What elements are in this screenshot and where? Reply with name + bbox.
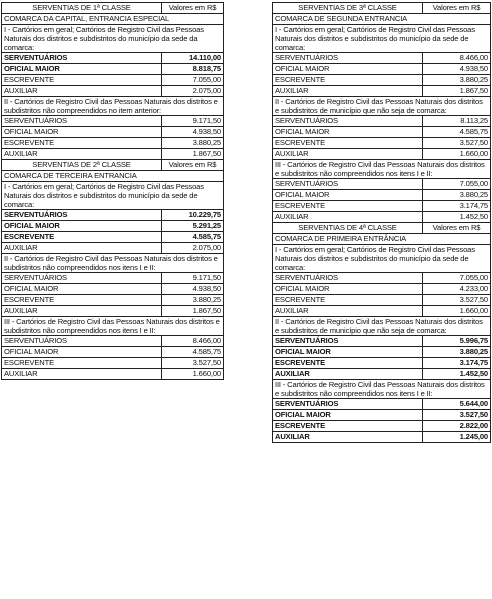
- salary-row: [2, 284, 224, 295]
- salary-value: 3.174,75: [423, 201, 491, 212]
- category-description: III - Cartórios de Registro Civil das Pessoas Naturais dos distritos e subdistritos não compreendidos nos itens I e II:: [273, 160, 491, 179]
- position-label: AUXILIAR: [273, 432, 423, 443]
- position-label: OFICIAL MAIOR: [273, 190, 423, 201]
- category-description-row: [2, 25, 224, 53]
- position-label: ESCREVENTE: [2, 232, 162, 243]
- salary-row: [273, 138, 491, 149]
- salary-value: 8.466,00: [423, 53, 491, 64]
- category-description: I - Cartórios em geral; Cartórios de Registro Civil das Pessoas Naturais dos distritos e subdistritos do município da sede de comarca:: [2, 182, 224, 210]
- position-label: OFICIAL MAIOR: [2, 347, 162, 358]
- category-description: II - Cartórios de Registro Civil das Pessoas Naturais dos distritos e subdistritos de município que não seja de comarca:: [273, 317, 491, 336]
- position-label: SERVENTUÁRIOS: [273, 273, 423, 284]
- class-title: SERVENTIAS DE 4ª CLASSE: [273, 223, 423, 234]
- category-description-row: [2, 254, 224, 273]
- comarca-row: [273, 234, 491, 245]
- salary-row: [273, 212, 491, 223]
- salary-value: 1.867,50: [162, 306, 224, 317]
- salary-table-right: [272, 2, 491, 443]
- position-label: OFICIAL MAIOR: [273, 410, 423, 421]
- salary-row: [273, 64, 491, 75]
- position-label: SERVENTUÁRIOS: [273, 53, 423, 64]
- salary-value: 3.174,75: [423, 358, 491, 369]
- position-label: OFICIAL MAIOR: [273, 64, 423, 75]
- salary-row: [2, 358, 224, 369]
- salary-row: [2, 149, 224, 160]
- salary-value: 4.585,75: [162, 232, 224, 243]
- salary-value: 1.660,00: [162, 369, 224, 380]
- comarca-row: [2, 171, 224, 182]
- position-label: AUXILIAR: [2, 306, 162, 317]
- salary-row: [273, 421, 491, 432]
- category-description: III - Cartórios de Registro Civil das Pessoas Naturais dos distritos e subdistritos não compreendidos nos itens I e II:: [2, 317, 224, 336]
- position-label: AUXILIAR: [273, 212, 423, 223]
- comarca-title: COMARCA DE PRIMEIRA ENTRÂNCIA: [273, 234, 491, 245]
- salary-value: 5.644,00: [423, 399, 491, 410]
- salary-value: 3.527,50: [423, 138, 491, 149]
- salary-row: [2, 86, 224, 97]
- salary-row: [2, 273, 224, 284]
- salary-table-right-body: [273, 3, 491, 443]
- position-label: OFICIAL MAIOR: [2, 221, 162, 232]
- salary-row: [273, 75, 491, 86]
- position-label: OFICIAL MAIOR: [273, 127, 423, 138]
- salary-value: 3.527,50: [423, 410, 491, 421]
- position-label: SERVENTUÁRIOS: [2, 53, 162, 64]
- position-label: AUXILIAR: [273, 149, 423, 160]
- position-label: AUXILIAR: [2, 86, 162, 97]
- salary-table-left-body: [2, 3, 224, 380]
- salary-value: 4.585,75: [423, 127, 491, 138]
- salary-value: 4.938,50: [162, 127, 224, 138]
- salary-row: [273, 358, 491, 369]
- salary-value: 7.055,00: [423, 179, 491, 190]
- salary-table-left: [1, 2, 224, 380]
- salary-value: 4.938,50: [423, 64, 491, 75]
- salary-row: [2, 210, 224, 221]
- salary-row: [2, 221, 224, 232]
- salary-row: [2, 138, 224, 149]
- salary-value: 3.880,25: [423, 190, 491, 201]
- position-label: OFICIAL MAIOR: [273, 284, 423, 295]
- salary-value: 3.527,50: [423, 295, 491, 306]
- salary-row: [273, 432, 491, 443]
- class-title: SERVENTIAS DE 2ª CLASSE: [2, 160, 162, 171]
- salary-value: 1.452,50: [423, 212, 491, 223]
- position-label: SERVENTUÁRIOS: [273, 336, 423, 347]
- salary-row: [273, 86, 491, 97]
- position-label: SERVENTUÁRIOS: [2, 336, 162, 347]
- salary-value: 2.075,00: [162, 86, 224, 97]
- position-label: SERVENTUÁRIOS: [2, 116, 162, 127]
- salary-value: 10.229,75: [162, 210, 224, 221]
- position-label: SERVENTUÁRIOS: [2, 210, 162, 221]
- position-label: ESCREVENTE: [2, 75, 162, 86]
- salary-value: 1.452,50: [423, 369, 491, 380]
- position-label: AUXILIAR: [2, 149, 162, 160]
- category-description-row: [273, 25, 491, 53]
- category-description: II - Cartórios de Registro Civil das Pessoas Naturais dos distritos e subdistritos não compreendidos nos itens I e II:: [2, 254, 224, 273]
- salary-row: [273, 284, 491, 295]
- salary-value: 3.527,50: [162, 358, 224, 369]
- salary-row: [2, 336, 224, 347]
- position-label: ESCREVENTE: [2, 295, 162, 306]
- class-header-row: [2, 160, 224, 171]
- salary-row: [273, 149, 491, 160]
- salary-value: 7.055,00: [162, 75, 224, 86]
- category-description-row: [273, 160, 491, 179]
- class-title: SERVENTIAS DE 1ª CLASSE: [2, 3, 162, 14]
- position-label: OFICIAL MAIOR: [2, 64, 162, 75]
- salary-value: 2.822,00: [423, 421, 491, 432]
- salary-row: [2, 295, 224, 306]
- class-header-row: [273, 3, 491, 14]
- position-label: AUXILIAR: [273, 306, 423, 317]
- salary-value: 5.291,25: [162, 221, 224, 232]
- salary-row: [273, 399, 491, 410]
- class-title: SERVENTIAS DE 3ª CLASSE: [273, 3, 423, 14]
- position-label: AUXILIAR: [2, 369, 162, 380]
- salary-row: [2, 75, 224, 86]
- salary-row: [2, 232, 224, 243]
- position-label: OFICIAL MAIOR: [273, 347, 423, 358]
- salary-row: [273, 127, 491, 138]
- comarca-title: COMARCA DA CAPITAL, ENTRANCIA ESPECIAL: [2, 14, 224, 25]
- salary-row: [2, 369, 224, 380]
- salary-value: 8.113,25: [423, 116, 491, 127]
- category-description-row: [2, 97, 224, 116]
- position-label: ESCREVENTE: [273, 295, 423, 306]
- category-description-row: [2, 317, 224, 336]
- position-label: SERVENTUÁRIOS: [273, 179, 423, 190]
- category-description-row: [273, 97, 491, 116]
- position-label: ESCREVENTE: [273, 358, 423, 369]
- category-description: II - Cartórios de Registro Civil das Pessoas Naturais dos distritos e subdistritos de município que não seja de comarca:: [273, 97, 491, 116]
- salary-value: 3.880,25: [423, 347, 491, 358]
- salary-row: [2, 347, 224, 358]
- salary-value: 4.938,50: [162, 284, 224, 295]
- category-description-row: [2, 182, 224, 210]
- salary-row: [2, 64, 224, 75]
- position-label: ESCREVENTE: [273, 201, 423, 212]
- position-label: SERVENTUÁRIOS: [273, 116, 423, 127]
- comarca-title: COMARCA DE SEGUNDA ENTRANCIA: [273, 14, 491, 25]
- salary-value: 9.171,50: [162, 116, 224, 127]
- salary-value: 9.171,50: [162, 273, 224, 284]
- salary-row: [273, 273, 491, 284]
- salary-value: 4.585,75: [162, 347, 224, 358]
- position-label: ESCREVENTE: [273, 75, 423, 86]
- position-label: OFICIAL MAIOR: [2, 284, 162, 295]
- values-header: Valores em R$: [162, 3, 224, 14]
- class-header-row: [2, 3, 224, 14]
- values-header: Valores em R$: [423, 223, 491, 234]
- category-description-row: [273, 245, 491, 273]
- salary-row: [2, 53, 224, 64]
- salary-value: 14.110,00: [162, 53, 224, 64]
- salary-value: 3.880,25: [423, 75, 491, 86]
- salary-value: 7.055,00: [423, 273, 491, 284]
- salary-row: [2, 243, 224, 254]
- category-description-row: [273, 317, 491, 336]
- salary-row: [273, 201, 491, 212]
- category-description-row: [273, 380, 491, 399]
- position-label: SERVENTUÁRIOS: [2, 273, 162, 284]
- category-description: II - Cartórios de Registro Civil das Pessoas Naturais dos distritos e subdistritos não compreendidos no item anterior:: [2, 97, 224, 116]
- comarca-row: [2, 14, 224, 25]
- position-label: AUXILIAR: [273, 369, 423, 380]
- salary-value: 1.867,50: [423, 86, 491, 97]
- salary-value: 3.880,25: [162, 138, 224, 149]
- position-label: ESCREVENTE: [2, 358, 162, 369]
- salary-row: [273, 410, 491, 421]
- salary-row: [273, 336, 491, 347]
- salary-row: [2, 127, 224, 138]
- comarca-title: COMARCA DE TERCEIRA ENTRANCIA: [2, 171, 224, 182]
- salary-row: [273, 347, 491, 358]
- category-description: I - Cartórios em geral; Cartórios de Registro Civil das Pessoas Naturais dos distritos e subdistritos do município da sede de comarca:: [273, 25, 491, 53]
- salary-row: [273, 179, 491, 190]
- category-description: I - Cartórios em geral; Cartórios de Registro Civil das Pessoas Naturais dos distritos e subdistritos do município da sede de comarca:: [273, 245, 491, 273]
- values-header: Valores em R$: [162, 160, 224, 171]
- position-label: ESCREVENTE: [273, 421, 423, 432]
- salary-row: [2, 116, 224, 127]
- position-label: OFICIAL MAIOR: [2, 127, 162, 138]
- salary-row: [273, 369, 491, 380]
- salary-value: 1.660,00: [423, 306, 491, 317]
- position-label: SERVENTUÁRIOS: [273, 399, 423, 410]
- salary-value: 1.867,50: [162, 149, 224, 160]
- salary-row: [273, 306, 491, 317]
- category-description: III - Cartórios de Registro Civil das Pessoas Naturais dos distritos e subdistritos não compreendidos nos itens I e II:: [273, 380, 491, 399]
- position-label: ESCREVENTE: [2, 138, 162, 149]
- values-header: Valores em R$: [423, 3, 491, 14]
- salary-row: [273, 53, 491, 64]
- category-description: I - Cartórios em geral; Cartórios de Registro Civil das Pessoas Naturais dos distritos e subdistritos do município da sede da comarca:: [2, 25, 224, 53]
- salary-value: 1.660,00: [423, 149, 491, 160]
- salary-value: 5.996,75: [423, 336, 491, 347]
- salary-value: 8.466,00: [162, 336, 224, 347]
- salary-row: [273, 116, 491, 127]
- salary-value: 1.245,00: [423, 432, 491, 443]
- salary-value: 4.233,00: [423, 284, 491, 295]
- salary-value: 8.818,75: [162, 64, 224, 75]
- comarca-row: [273, 14, 491, 25]
- salary-value: 3.880,25: [162, 295, 224, 306]
- salary-value: 2.075,00: [162, 243, 224, 254]
- position-label: ESCREVENTE: [273, 138, 423, 149]
- position-label: AUXILIAR: [273, 86, 423, 97]
- salary-row: [273, 190, 491, 201]
- position-label: AUXILIAR: [2, 243, 162, 254]
- salary-row: [273, 295, 491, 306]
- class-header-row: [273, 223, 491, 234]
- salary-row: [2, 306, 224, 317]
